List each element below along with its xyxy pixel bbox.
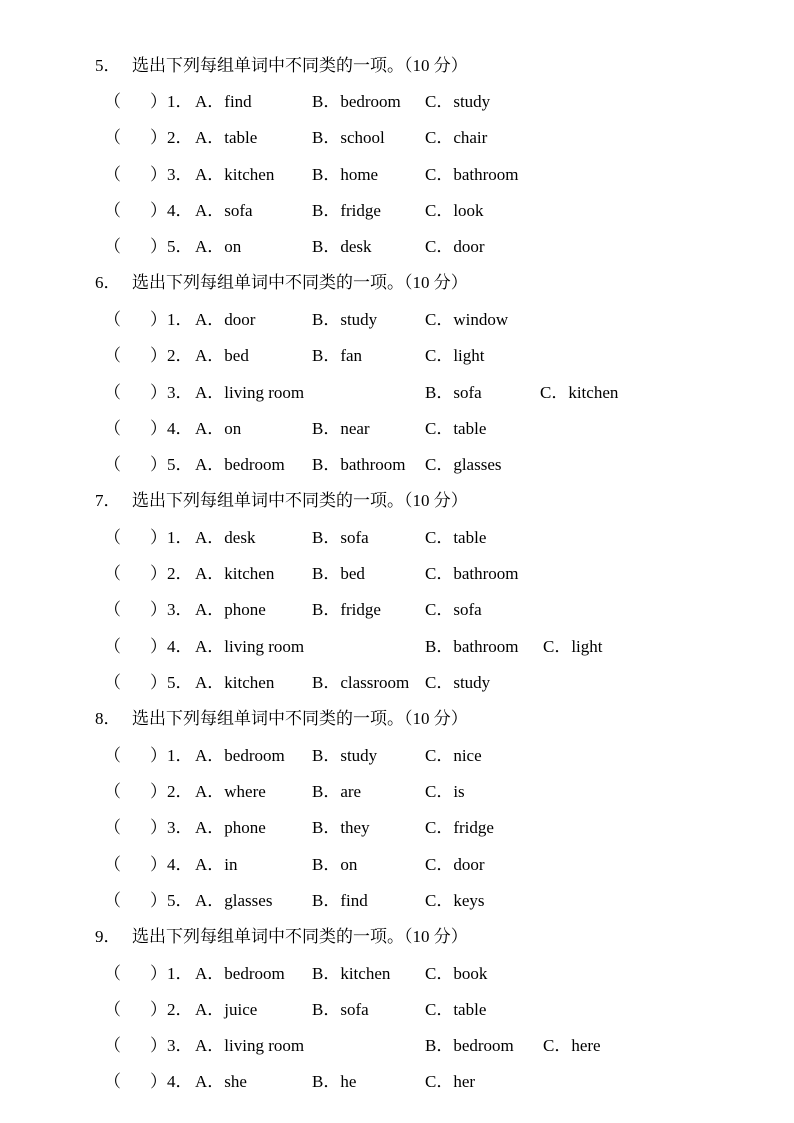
question-row — [0, 163, 794, 187]
option-c: C．door — [425, 237, 485, 256]
option-a: A．living room — [195, 1036, 305, 1055]
option-c: C．look — [425, 201, 484, 220]
answer-blank-open: （ — [104, 1000, 121, 1019]
option-a: A．juice — [195, 1000, 258, 1019]
question-row — [0, 453, 794, 477]
answer-blank-close: ） — [150, 419, 167, 438]
answer-blank-close: ） — [150, 128, 167, 147]
option-c: C．chair — [425, 128, 488, 147]
question-number: 2． — [167, 564, 193, 583]
answer-blank-open: （ — [104, 346, 121, 365]
section-8-title — [95, 707, 468, 731]
option-c: C．table — [425, 1000, 487, 1019]
section-7-title — [95, 489, 468, 513]
answer-blank-open: （ — [104, 673, 121, 692]
option-b: B．bed — [312, 564, 365, 583]
option-a: A．table — [195, 128, 258, 147]
answer-blank-close: ） — [150, 564, 167, 583]
question-number: 2． — [167, 1000, 193, 1019]
option-a: A．bedroom — [195, 746, 285, 765]
answer-blank-close: ） — [150, 637, 167, 656]
answer-blank-close: ） — [150, 1036, 167, 1055]
option-c: C．glasses — [425, 455, 502, 474]
answer-blank-close: ） — [150, 818, 167, 837]
section-9-title — [95, 925, 468, 949]
answer-blank-open: （ — [104, 1036, 121, 1055]
answer-blank-close: ） — [150, 528, 167, 547]
question-row — [0, 308, 794, 332]
option-b: B．school — [312, 128, 385, 147]
answer-blank-open: （ — [104, 237, 121, 256]
answer-blank-close: ） — [150, 782, 167, 801]
option-a: A．desk — [195, 528, 256, 547]
option-a: A．bed — [195, 346, 249, 365]
option-b: B．fridge — [312, 600, 381, 619]
question-row — [0, 780, 794, 804]
question-row — [0, 526, 794, 550]
section-instruction: 选出下列每组单词中不同类的一项。（10 分） — [132, 709, 468, 728]
answer-blank-open: （ — [104, 1072, 121, 1091]
option-b: B．they — [312, 818, 370, 837]
question-number: 4． — [167, 201, 193, 220]
answer-blank-open: （ — [104, 528, 121, 547]
option-b: B．study — [312, 310, 378, 329]
question-number: 5． — [167, 455, 193, 474]
option-c: C．study — [425, 673, 491, 692]
option-b: B．bedroom — [312, 92, 401, 111]
question-number: 5． — [167, 673, 193, 692]
option-b: B．sofa — [425, 383, 482, 402]
option-a: A．door — [195, 310, 256, 329]
answer-blank-open: （ — [104, 782, 121, 801]
section-instruction: 选出下列每组单词中不同类的一项。（10 分） — [132, 491, 468, 510]
question-number: 1． — [167, 528, 193, 547]
question-row — [0, 1034, 794, 1058]
question-number: 3． — [167, 165, 193, 184]
section-5-title — [95, 54, 468, 78]
answer-blank-open: （ — [104, 419, 121, 438]
answer-blank-close: ） — [150, 92, 167, 111]
option-a: A．living room — [195, 383, 305, 402]
option-b: B．home — [312, 165, 379, 184]
question-row — [0, 126, 794, 150]
answer-blank-close: ） — [150, 310, 167, 329]
question-row — [0, 562, 794, 586]
option-a: A．bedroom — [195, 964, 285, 983]
question-row — [0, 199, 794, 223]
option-b: B．classroom — [312, 673, 410, 692]
option-b: B．bedroom — [425, 1036, 514, 1055]
option-c: C．nice — [425, 746, 482, 765]
option-b: B．bathroom — [312, 455, 406, 474]
option-a: A．on — [195, 237, 242, 256]
question-row — [0, 998, 794, 1022]
question-row — [0, 344, 794, 368]
question-number: 3． — [167, 1036, 193, 1055]
option-c: C．fridge — [425, 818, 494, 837]
option-a: A．kitchen — [195, 165, 275, 184]
option-b: B．are — [312, 782, 362, 801]
answer-blank-open: （ — [104, 383, 121, 402]
option-b: B．fridge — [312, 201, 381, 220]
answer-blank-open: （ — [104, 564, 121, 583]
answer-blank-close: ） — [150, 673, 167, 692]
option-c: C．sofa — [425, 600, 482, 619]
question-row — [0, 635, 794, 659]
question-number: 1． — [167, 92, 193, 111]
question-row — [0, 744, 794, 768]
section-instruction: 选出下列每组单词中不同类的一项。（10 分） — [132, 927, 468, 946]
option-c: C．her — [425, 1072, 476, 1091]
section-instruction: 选出下列每组单词中不同类的一项。（10 分） — [132, 56, 468, 75]
question-number: 4． — [167, 1072, 193, 1091]
answer-blank-open: （ — [104, 818, 121, 837]
question-number: 1． — [167, 746, 193, 765]
question-row — [0, 671, 794, 695]
answer-blank-open: （ — [104, 92, 121, 111]
question-number: 4． — [167, 855, 193, 874]
question-number: 2． — [167, 782, 193, 801]
question-number: 3． — [167, 818, 193, 837]
answer-blank-close: ） — [150, 455, 167, 474]
answer-blank-open: （ — [104, 128, 121, 147]
answer-blank-close: ） — [150, 346, 167, 365]
section-number: 9． — [95, 927, 121, 946]
option-c: C．kitchen — [540, 383, 619, 402]
option-a: A．where — [195, 782, 266, 801]
option-a: A．she — [195, 1072, 247, 1091]
answer-blank-close: ） — [150, 165, 167, 184]
question-row — [0, 962, 794, 986]
section-number: 5． — [95, 56, 121, 75]
option-b: B．on — [312, 855, 358, 874]
question-number: 1． — [167, 964, 193, 983]
answer-blank-close: ） — [150, 746, 167, 765]
option-b: B．near — [312, 419, 370, 438]
question-number: 1． — [167, 310, 193, 329]
answer-blank-open: （ — [104, 855, 121, 874]
option-b: B．find — [312, 891, 368, 910]
answer-blank-close: ） — [150, 600, 167, 619]
question-number: 3． — [167, 383, 193, 402]
answer-blank-close: ） — [150, 237, 167, 256]
answer-blank-open: （ — [104, 964, 121, 983]
question-row — [0, 1070, 794, 1094]
option-a: A．kitchen — [195, 564, 275, 583]
section-6-title — [95, 271, 468, 295]
option-c: C．light — [425, 346, 485, 365]
question-number: 4． — [167, 419, 193, 438]
answer-blank-open: （ — [104, 600, 121, 619]
option-c: C．light — [543, 637, 603, 656]
question-row — [0, 417, 794, 441]
option-a: A．kitchen — [195, 673, 275, 692]
section-number: 8． — [95, 709, 121, 728]
question-row — [0, 598, 794, 622]
answer-blank-open: （ — [104, 637, 121, 656]
option-b: B．he — [312, 1072, 357, 1091]
question-number: 5． — [167, 237, 193, 256]
question-number: 3． — [167, 600, 193, 619]
option-c: C．study — [425, 92, 491, 111]
option-a: A．phone — [195, 818, 266, 837]
option-b: B．desk — [312, 237, 372, 256]
option-a: A．find — [195, 92, 252, 111]
option-c: C．table — [425, 419, 487, 438]
question-number: 4． — [167, 637, 193, 656]
answer-blank-open: （ — [104, 165, 121, 184]
option-c: C．window — [425, 310, 509, 329]
answer-blank-open: （ — [104, 455, 121, 474]
section-number: 6． — [95, 273, 121, 292]
option-a: A．living room — [195, 637, 305, 656]
option-c: C．door — [425, 855, 485, 874]
question-number: 2． — [167, 346, 193, 365]
question-row — [0, 889, 794, 913]
option-c: C．bathroom — [425, 165, 519, 184]
option-a: A．phone — [195, 600, 266, 619]
question-row — [0, 381, 794, 405]
option-c: C．here — [543, 1036, 601, 1055]
option-c: C．is — [425, 782, 465, 801]
answer-blank-close: ） — [150, 383, 167, 402]
question-row — [0, 235, 794, 259]
option-c: C．keys — [425, 891, 485, 910]
answer-blank-open: （ — [104, 746, 121, 765]
answer-blank-close: ） — [150, 1000, 167, 1019]
option-a: A．on — [195, 419, 242, 438]
answer-blank-close: ） — [150, 964, 167, 983]
option-a: A．bedroom — [195, 455, 285, 474]
option-a: A．glasses — [195, 891, 273, 910]
option-b: B．sofa — [312, 528, 369, 547]
answer-blank-close: ） — [150, 1072, 167, 1091]
question-row — [0, 816, 794, 840]
option-c: C．table — [425, 528, 487, 547]
section-instruction: 选出下列每组单词中不同类的一项。（10 分） — [132, 273, 468, 292]
section-number: 7． — [95, 491, 121, 510]
question-number: 5． — [167, 891, 193, 910]
answer-blank-open: （ — [104, 891, 121, 910]
answer-blank-open: （ — [104, 201, 121, 220]
option-b: B．fan — [312, 346, 363, 365]
question-number: 2． — [167, 128, 193, 147]
answer-blank-close: ） — [150, 201, 167, 220]
answer-blank-close: ） — [150, 891, 167, 910]
option-a: A．in — [195, 855, 238, 874]
option-b: B．study — [312, 746, 378, 765]
question-row — [0, 853, 794, 877]
question-row — [0, 90, 794, 114]
option-a: A．sofa — [195, 201, 253, 220]
option-b: B．bathroom — [425, 637, 519, 656]
option-b: B．sofa — [312, 1000, 369, 1019]
answer-blank-open: （ — [104, 310, 121, 329]
option-c: C．bathroom — [425, 564, 519, 583]
answer-blank-close: ） — [150, 855, 167, 874]
option-c: C．book — [425, 964, 488, 983]
option-b: B．kitchen — [312, 964, 391, 983]
